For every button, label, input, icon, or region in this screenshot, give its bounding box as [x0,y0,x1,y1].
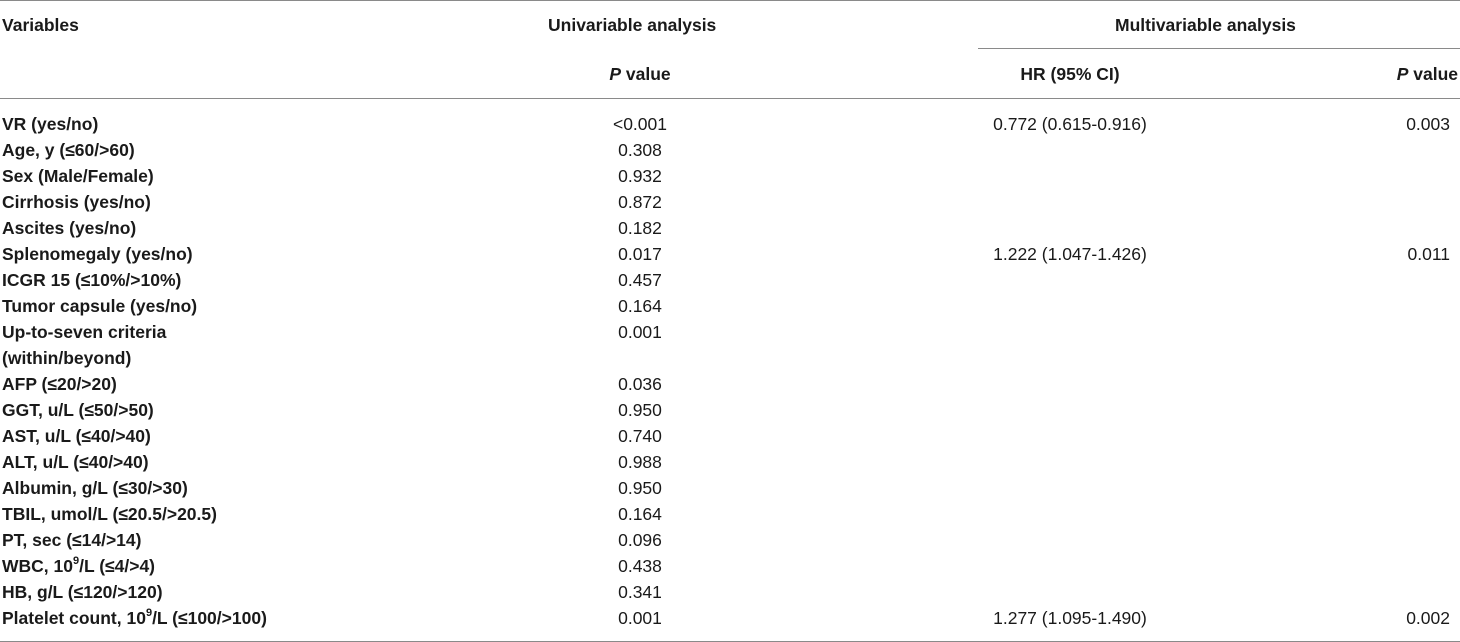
variable-text: /L (≤100/>100) [152,608,267,628]
variable-superscript: 9 [145,607,153,620]
row-variable [2,555,155,577]
row-variable: Age, y (≤60/>60) [2,140,135,160]
header-univariable-p-value [575,63,705,85]
row-p-univariable: 0.164 [618,504,662,524]
row-variable: GGT, u/L (≤50/>50) [2,400,154,420]
header-multivariable: Multivariable analysis [1115,15,1296,35]
row-p-univariable: 0.341 [618,582,662,602]
row-p-multivariable: 0.002 [1406,608,1450,628]
p-italic: P [1396,64,1409,84]
row-p-univariable: 0.932 [618,166,662,186]
row-p-univariable: 0.950 [618,478,662,498]
row-p-univariable: 0.308 [618,140,662,160]
header-multivariable-p-value [1340,63,1458,85]
row-variable [2,607,267,629]
row-hr-ci: 1.222 (1.047-1.426) [993,244,1147,264]
row-variable: ALT, u/L (≤40/>40) [2,452,149,472]
header-hr-ci: HR (95% CI) [1020,64,1120,84]
row-p-univariable: 0.182 [618,218,662,238]
row-variable: Tumor capsule (yes/no) [2,296,198,316]
variable-text: Platelet count, 10 [2,608,146,628]
top-rule [0,0,1460,1]
row-variable-line2: (within/beyond) [2,348,132,368]
row-hr-ci: 0.772 (0.615-0.916) [993,114,1147,134]
row-variable: Up-to-seven criteria [2,322,167,342]
variable-text: /L (≤4/>4) [79,556,156,576]
row-variable: Sex (Male/Female) [2,166,154,186]
row-p-multivariable: 0.003 [1406,114,1450,134]
row-variable: VR (yes/no) [2,114,99,134]
row-p-univariable: 0.438 [618,556,662,576]
header-variables: Variables [2,15,79,35]
header-bottom-rule [0,98,1460,99]
row-variable: ICGR 15 (≤10%/>10%) [2,270,182,290]
row-p-univariable: 0.001 [618,322,662,342]
row-p-univariable: 0.988 [618,452,662,472]
header-univariable: Univariable analysis [548,15,717,35]
row-variable: Splenomegaly (yes/no) [2,244,193,264]
row-p-univariable: 0.001 [618,608,662,628]
row-p-univariable: 0.950 [618,400,662,420]
row-p-univariable: 0.740 [618,426,662,446]
row-p-univariable: 0.164 [618,296,662,316]
variable-text: WBC, 10 [2,556,73,576]
row-p-multivariable: 0.011 [1407,244,1450,264]
row-variable: TBIL, umol/L (≤20.5/>20.5) [2,504,217,524]
row-variable: PT, sec (≤14/>14) [2,530,142,550]
row-p-univariable: <0.001 [612,114,667,134]
row-p-univariable: 0.036 [618,374,662,394]
multivariable-underline [978,48,1460,49]
row-variable: HB, g/L (≤120/>120) [2,582,163,602]
row-variable: AFP (≤20/>20) [2,374,117,394]
row-hr-ci: 1.277 (1.095-1.490) [993,608,1147,628]
row-p-univariable: 0.872 [618,192,662,212]
row-variable: Ascites (yes/no) [2,218,137,238]
row-p-univariable: 0.096 [618,530,662,550]
row-variable: Albumin, g/L (≤30/>30) [2,478,188,498]
row-variable: AST, u/L (≤40/>40) [2,426,151,446]
variable-superscript: 9 [72,555,80,568]
row-p-univariable: 0.017 [618,244,662,264]
value-text: value [1408,64,1458,84]
p-italic: P [609,64,622,84]
row-p-univariable: 0.457 [618,270,662,290]
row-variable: Cirrhosis (yes/no) [2,192,151,212]
value-text: value [621,64,671,84]
